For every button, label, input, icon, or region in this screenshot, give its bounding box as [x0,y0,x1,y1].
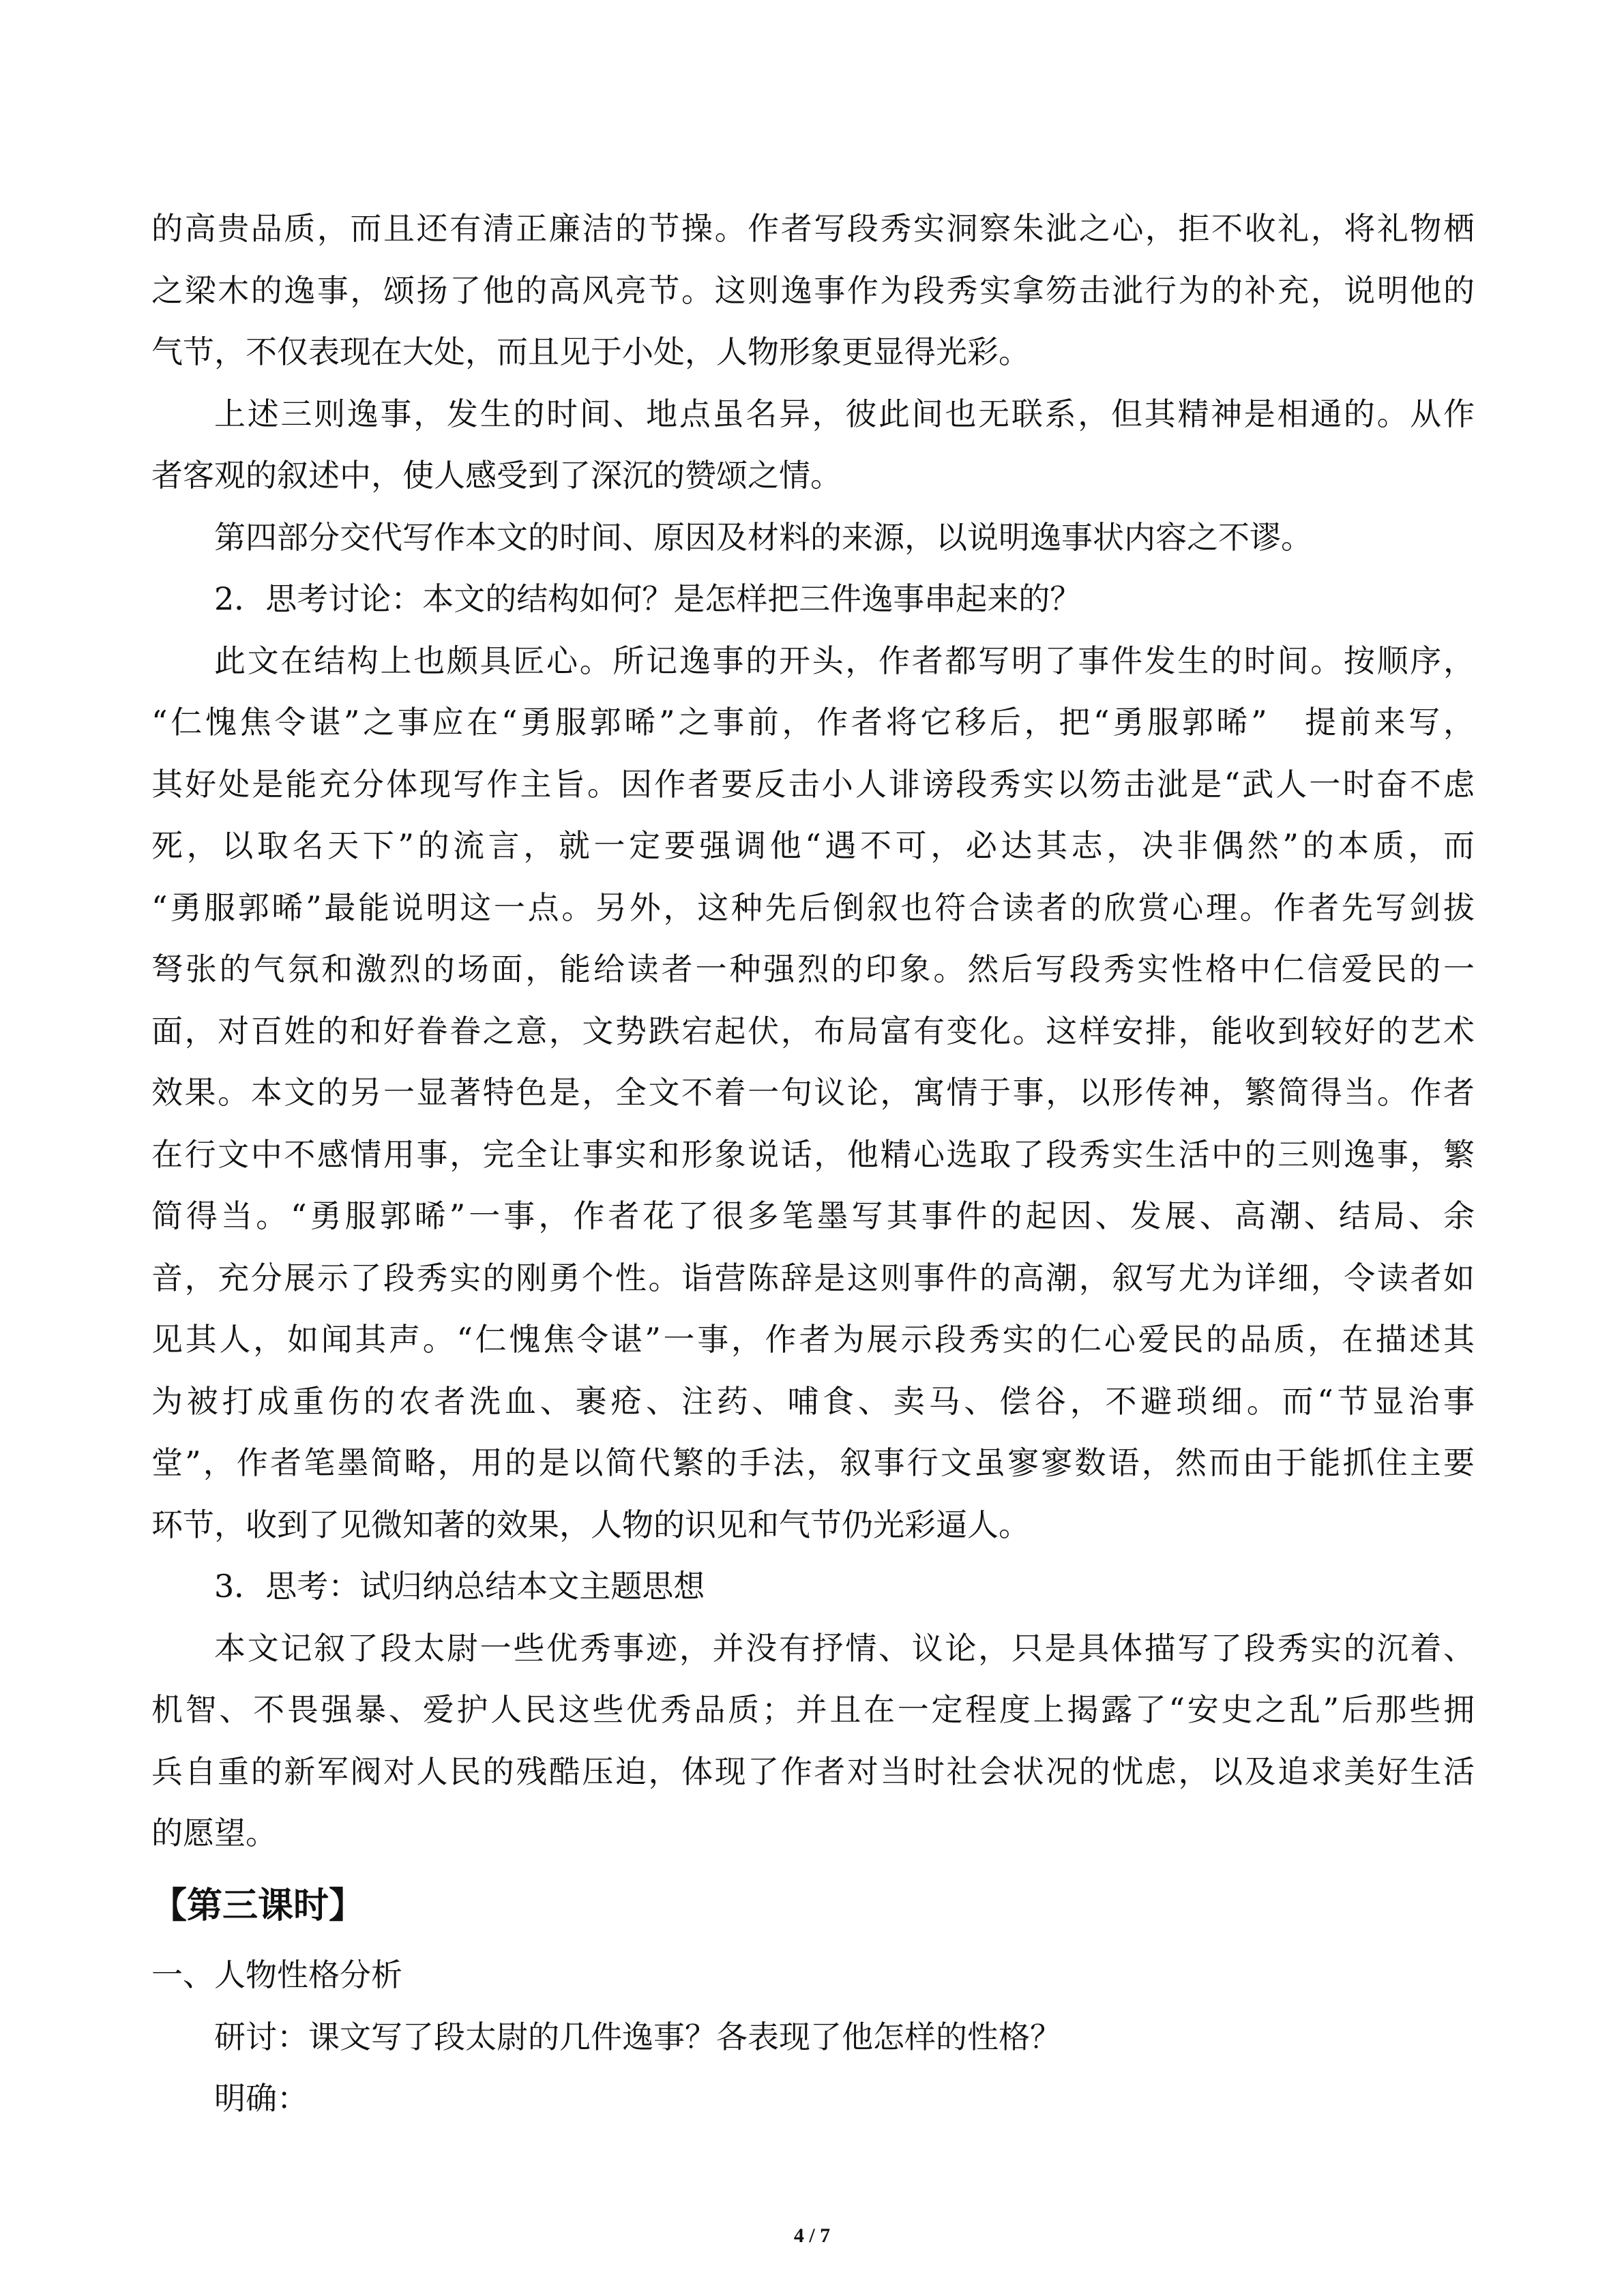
text-line: 此文在结构上也颇具匠心。所记逸事的开头，作者都写明了事件发生的时间。按顺序， [214,642,1475,679]
text-line: 死，以取名天下”的流言，就一定要强调他“遇不可，必达其志，决非偶然”的本质，而 [151,827,1475,864]
text-line: 3．思考：试归纳总结本文主题思想 [214,1568,705,1605]
clarify-label: 明确： [214,2080,308,2117]
text-line: 面，对百姓的和好眷眷之意，文势跌宕起伏，布局富有变化。这样安排，能收到较好的艺术 [151,1012,1475,1049]
document-body [151,198,1475,2130]
text-line: 效果。本文的另一显著特色是，全文不着一句议论，寓情于事，以形传神，繁简得当。作者 [151,1074,1475,1111]
discussion-prompt: 研讨：课文写了段太尉的几件逸事？各表现了他怎样的性格？ [214,2018,1061,2055]
text-line: 在行文中不感情用事，完全让事实和形象说话，他精心选取了段秀实生活中的三则逸事，繁 [151,1135,1475,1173]
text-line: 简得当。“勇服郭晞”一事，作者花了很多笔墨写其事件的起因、发展、高潮、结局、余 [151,1197,1475,1234]
lesson-heading: 【第三课时】 [151,1884,365,1926]
section-title: 一、人物性格分析 [151,1956,402,1993]
paragraph [151,198,1475,383]
text-line: 见其人，如闻其声。“仁愧焦令谌”一事，作者为展示段秀实的仁心爱民的品质，在描述其 [151,1321,1475,1358]
text-line: 兵自重的新军阀对人民的残酷压迫，体现了作者对当时社会状况的忧虑，以及追求美好生活 [151,1753,1475,1790]
question-2 [151,568,1475,630]
text-line: 2．思考讨论：本文的结构如何？是怎样把三件逸事串起来的？ [214,580,1082,617]
text-line: 上述三则逸事，发生的时间、地点虽名异，彼此间也无联系，但其精神是相通的。从作 [214,395,1475,432]
text-line: 机智、不畏强暴、爱护人民这些优秀品质；并且在一定程度上揭露了“安史之乱”后那些拥 [151,1691,1475,1728]
text-line: 本文记叙了段太尉一些优秀事迹，并没有抒情、议论，只是具体描写了段秀实的沉着、 [214,1629,1475,1667]
page-number: 4 / 7 [793,2224,831,2247]
text-line: 的愿望。 [151,1815,277,1851]
text-line: 弩张的气氛和激烈的场面，能给读者一种强烈的印象。然后写段秀实性格中仁信爱民的一 [151,951,1475,987]
text-line: 者客观的叙述中，使人感受到了深沉的赞颂之情。 [151,457,842,494]
text-line: 堂”，作者笔墨简略，用的是以简代繁的手法，叙事行文虽寥寥数语，然而由于能抓住主要 [151,1444,1475,1481]
paragraph [151,507,1475,569]
text-line: 之梁木的逸事，颂扬了他的高风亮节。这则逸事作为段秀实拿笏击泚行为的补充，说明他的 [151,271,1475,309]
paragraph [151,383,1475,507]
text-line: “勇服郭晞”最能说明这一点。另外，这种先后倒叙也符合读者的欣赏心理。作者先写剑拔 [151,889,1475,926]
text-line: 音，充分展示了段秀实的刚勇个性。诣营陈辞是这则事件的高潮，叙写尤为详细，令读者如 [151,1259,1475,1296]
text-line: 的高贵品质，而且还有清正廉洁的节操。作者写段秀实洞察朱泚之心，拒不收礼，将礼物栖 [151,210,1475,247]
paragraph [151,1617,1475,1864]
text-line: 第四部分交代写作本文的时间、原因及材料的来源，以说明逸事状内容之不谬。 [214,518,1312,556]
text-line: “仁愧焦令谌”之事应在“勇服郭晞”之事前，作者将它移后，把“勇服郭晞” 提前来写， [151,704,1475,741]
question-3 [151,1555,1475,1617]
text-line: 其好处是能充分体现写作主旨。因作者要反击小人诽谤段秀实以笏击泚是“武人一时奋不虑 [151,765,1475,803]
text-line: 气节，不仅表现在大处，而且见于小处，人物形象更显得光彩。 [151,333,1030,370]
text-line: 为被打成重伤的农者洗血、裹疮、注药、哺食、卖马、偿谷，不避琐细。而“节显治事 [151,1382,1475,1420]
text-line: 环节，收到了见微知著的效果，人物的识见和气节仍光彩逼人。 [151,1506,1030,1543]
paragraph [151,630,1475,1556]
